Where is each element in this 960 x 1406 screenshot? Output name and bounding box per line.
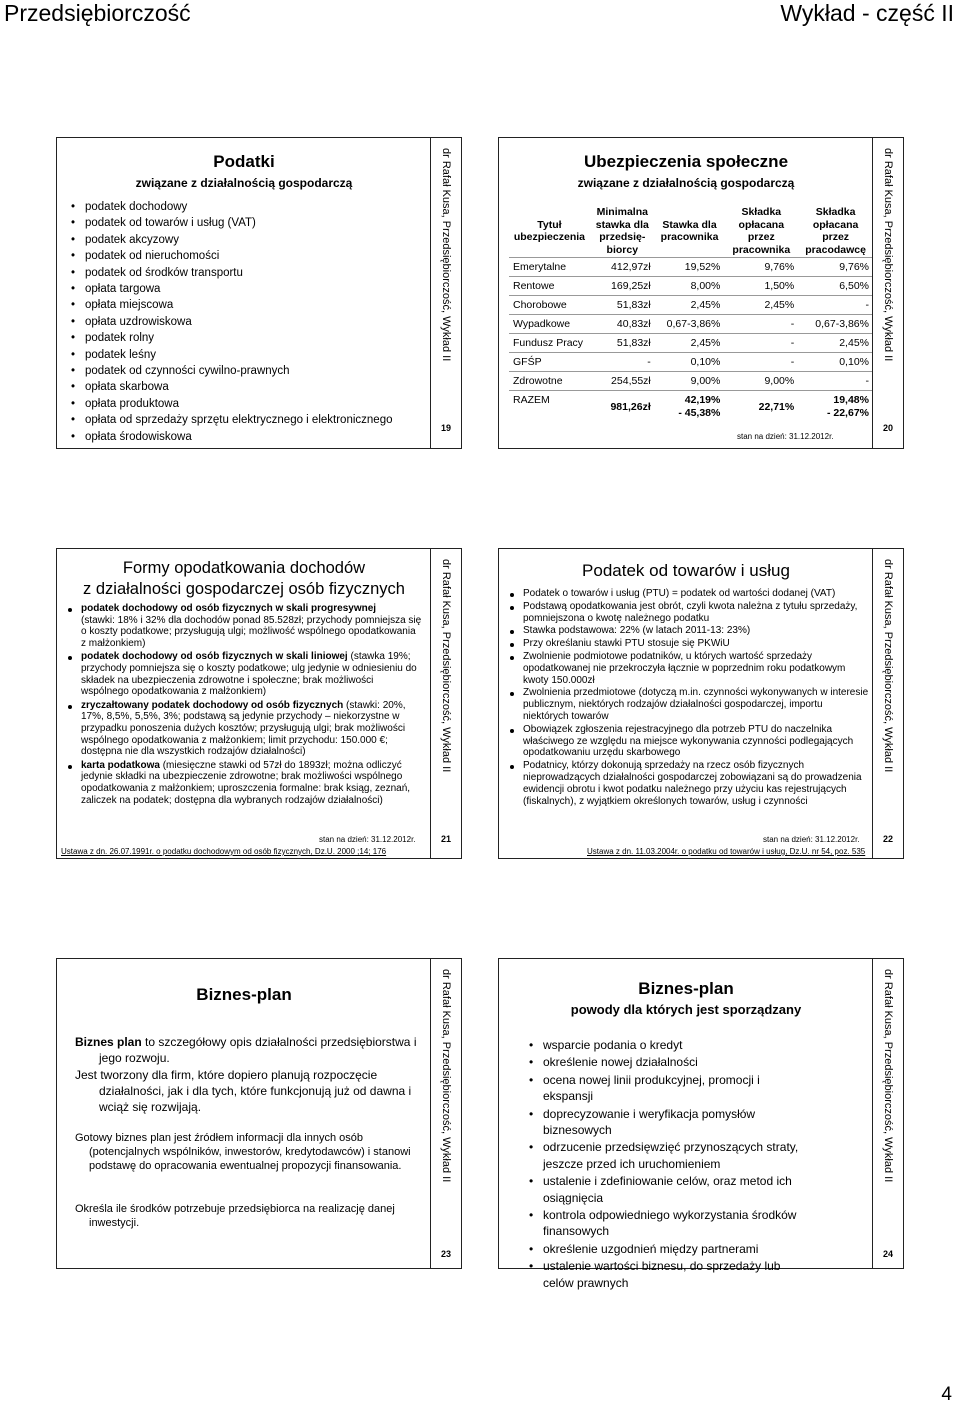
insurance-table — [509, 205, 873, 423]
list-item: • określenie nowej działalności — [527, 1054, 807, 1070]
table-cell: - — [798, 372, 873, 391]
list-item — [65, 603, 423, 649]
table-cell: - — [590, 353, 655, 372]
table-row-total — [509, 391, 873, 424]
table-cell: 51,83zł — [590, 296, 655, 315]
table-row — [509, 315, 873, 334]
table-cell: 0,10% — [655, 353, 725, 372]
header-cell: Minimalna stawka dla przedsię-biorcy — [590, 205, 655, 258]
list-item: • określenie uzgodnień między partnerami — [527, 1241, 807, 1257]
list-item: • opłata środowiskowa — [69, 429, 392, 445]
slide-title-line1: Formy opodatkowania dochodów — [122, 559, 366, 577]
item-head: zryczałtowany podatek dochodowy od osób fizycznych — [81, 699, 344, 711]
bp-para-3: Gotowy biznes plan jest źródłem informacji dla innych osób (potencjalnych wspólników, inwestorów, kredytodawców) i stanowi podstawę do opracowania ewentualnej propozycji finansowania. — [75, 1132, 411, 1172]
table-row — [509, 258, 873, 277]
author-label: dr Rafał Kusa, Przedsiębiorczość, Wykład II — [882, 148, 894, 362]
header-cell: Składka opłacana przez pracownika — [724, 205, 798, 258]
slide-number: 24 — [882, 1249, 893, 1259]
item-head: podatek dochodowy od osób fizycznych w skali liniowej — [81, 651, 348, 663]
table-cell: GFŚP — [509, 353, 590, 372]
list-item — [65, 700, 423, 758]
table-row — [509, 296, 873, 315]
author-label: dr Rafał Kusa, Przedsiębiorczość, Wykład II — [882, 969, 894, 1183]
list-item: • doprecyzowanie i weryfikacja pomysłów biznesowych — [527, 1106, 807, 1139]
sidebar — [872, 959, 903, 1268]
table-cell: 9,76% — [724, 258, 798, 277]
tax-list — [69, 199, 392, 445]
list-item: • kontrola odpowiedniego wykorzystania środków finansowych — [527, 1207, 807, 1240]
total-employee-b: - 45,38% — [678, 407, 721, 419]
table-cell: 9,76% — [798, 258, 873, 277]
slide-number: 21 — [440, 834, 451, 844]
sidebar — [430, 138, 461, 448]
sidebar — [872, 549, 903, 858]
table-cell: - — [724, 353, 798, 372]
table-cell: 9,00% — [655, 372, 725, 391]
item-body: (stawka 19%; przychody pomniejsza się o koszty podatkowe; ulg jedynie w odniesieniu do składek na ubezpieczenia zdrowotne i społeczne; brak możliwości wspólnego opodatkowania z małżonkiem) — [81, 651, 417, 698]
list-item: • podatek od nieruchomości — [69, 248, 392, 264]
sidebar — [872, 138, 903, 448]
slide-22 — [498, 548, 904, 859]
list-item: • podatek rolny — [69, 330, 392, 346]
item-body: (stawki: 20%, 17%, 8,5%, 5,5%, 3%; podstawą są jedynie przychody – niekorzystne w przypadku ponoszenia dużych kosztów; przysługują ulgi; brak możliwości wspólnego opodatkowania z małżonkiem; limit przychodu: 150.000 €; dostępna nie dla wszystkich rodzajów działalności) — [81, 699, 406, 758]
slide-title: Biznes-plan — [196, 985, 292, 1004]
slide-19 — [56, 137, 462, 449]
sidebar — [430, 959, 461, 1268]
list-item: Zwolnienie podmiotowe podatników, u których wartość sprzedaży opodatkowanej nie przekroczyła łącznie w poprzednim roku podatkowym kwoty 150.000zł — [507, 651, 869, 686]
list-item: Stawka podstawowa: 22% (w latach 2011-13: 23%) — [507, 625, 869, 637]
table-cell: 8,00% — [655, 277, 725, 296]
vat-list — [507, 588, 869, 808]
list-item: • opłata miejscowa — [69, 297, 392, 313]
date-note: stan na dzień: 31.12.2012r. — [737, 432, 834, 441]
date-note: stan na dzień: 31.12.2012r. — [319, 835, 416, 844]
list-item: • opłata uzdrowiskowa — [69, 314, 392, 330]
reasons-list — [527, 1037, 807, 1292]
slide-title: Biznes-plan — [638, 979, 734, 998]
slide-number: 22 — [882, 834, 893, 844]
slide-20 — [498, 137, 904, 449]
list-item: • podatek akcyzowy — [69, 232, 392, 248]
page-number: 4 — [941, 1384, 952, 1405]
total-employer-a: 19,48% — [833, 394, 869, 406]
list-item: • podatek od środków transportu — [69, 265, 392, 281]
list-item: Obowiązek zgłoszenia rejestracyjnego dla potrzeb PTU do naczelnika właściwego ze względu na miejsce wykonywania czynności podlegających opodatkowaniu urzędu skarbowego — [507, 724, 869, 759]
table-cell: Fundusz Pracy — [509, 334, 590, 353]
table-cell: 40,83zł — [590, 315, 655, 334]
slide-title: Podatek od towarów i usług — [582, 561, 790, 580]
list-item: Podatnicy, którzy dokonują sprzedaży na rzecz osób fizycznych nieprowadzących działalności gospodarczej zobowiązani są do prowadzenia ewidencji obrotu i kwot podatku należnego przy użyciu kas rejestrujących (fiskalnych), z wyjątkiem określonych towarów, usług i czynności — [507, 760, 869, 807]
table-cell: 0,67-3,86% — [798, 315, 873, 334]
bp-para-4: Określa ile środków potrzebuje przedsiębiorca na realizację danej inwestycji. — [75, 1203, 395, 1229]
table-cell: 6,50% — [798, 277, 873, 296]
table-cell: 412,97zł — [590, 258, 655, 277]
table-cell: Wypadkowe — [509, 315, 590, 334]
slide-title-line2: z działalności gospodarczej osób fizycznych — [83, 580, 405, 598]
bp-para-1 — [75, 1034, 439, 1066]
slide-24 — [498, 958, 904, 1290]
total-min: 981,26zł — [590, 391, 655, 424]
header-cell: Składka opłacana przez pracodawcę — [798, 205, 873, 258]
header-left: Przedsiębiorczość — [4, 0, 191, 26]
list-item: • opłata produktowa — [69, 396, 392, 412]
law-footer: Ustawa z dn. 26.07.1991r. o podatku dochodowym od osób fizycznych, Dz.U. 2000 ;14; 176 — [61, 847, 387, 856]
table-cell: 51,83zł — [590, 334, 655, 353]
list-item: • podatek od towarów i usług (VAT) — [69, 215, 392, 231]
list-item: • ustalenie i zdefiniowanie celów, oraz metod ich osiągnięcia — [527, 1173, 807, 1206]
list-item: • podatek dochodowy — [69, 199, 392, 215]
table-cell: 2,45% — [655, 334, 725, 353]
list-item: • podatek leśny — [69, 347, 392, 363]
table-cell: 9,00% — [724, 372, 798, 391]
total-label: RAZEM — [509, 391, 590, 424]
table-cell: 2,45% — [655, 296, 725, 315]
table-cell: Zdrowotne — [509, 372, 590, 391]
item-head: podatek dochodowy od osób fizycznych w skali progresywnej — [81, 603, 377, 614]
author-label: dr Rafał Kusa, Przedsiębiorczość, Wykład II — [440, 559, 452, 773]
table-cell: 0,67-3,86% — [655, 315, 725, 334]
total-employee-a: 42,19% — [684, 394, 721, 406]
header-right: Wykład - część II — [780, 0, 954, 26]
law-footer: Ustawa z dn. 11.03.2004r. o podatku od towarów i usług, Dz.U. nr 54, poz. 535 — [587, 847, 866, 856]
total-paid-employer — [798, 391, 873, 424]
bp-definition: to szczegółowy opis działalności przedsiębiorstwa i jego rozwoju. — [99, 1035, 417, 1065]
list-item: • opłata targowa — [69, 281, 392, 297]
table-cell: 0,10% — [798, 353, 873, 372]
slide-subtitle: powody dla których jest sporządzany — [570, 1002, 802, 1017]
total-employer-b: - 22,67% — [826, 407, 869, 419]
table-cell: Emerytalne — [509, 258, 590, 277]
table-cell: - — [724, 315, 798, 334]
list-item: • ustalenie wartości biznesu, do sprzedaży lub celów prawnych — [527, 1258, 807, 1291]
table-row — [509, 277, 873, 296]
list-item: Podatek o towarów i usług (PTU) = podatek od wartości dodanej (VAT) — [507, 588, 869, 600]
list-item: • odrzucenie przedsięwzięć przynoszących straty, jeszcze przed ich uruchomieniem — [527, 1139, 807, 1172]
list-item: Zwolnienia przedmiotowe (dotyczą m.in. czynności wykonywanych w interesie publicznym, niektórych rodzajów działalności gospodarczej, importu niektórych towarów — [507, 687, 869, 722]
table-row — [509, 372, 873, 391]
list-item: Przy określaniu stawki PTU stosuje się PKWiU — [507, 638, 869, 650]
table-cell: 2,45% — [798, 334, 873, 353]
total-paid-employee: 22,71% — [724, 391, 798, 424]
table-cell: - — [724, 334, 798, 353]
list-item: • opłata od sprzedaży sprzętu elektrycznego i elektronicznego — [69, 412, 392, 428]
list-item: • podatek od czynności cywilno-prawnych — [69, 363, 392, 379]
bp-term: Biznes plan — [75, 1035, 142, 1049]
table-cell: 2,45% — [724, 296, 798, 315]
list-item: • wsparcie podania o kredyt — [527, 1037, 807, 1053]
slide-title: Ubezpieczenia społeczne — [583, 152, 789, 171]
date-note: stan na dzień: 31.12.2012r. — [763, 835, 860, 844]
list-item: • opłata skarbowa — [69, 379, 392, 395]
item-body: (stawki: 18% i 32% dla dochodów ponad 85.528zł; przychody pomniejsza się o koszty podatkowe; przysługują ulgi; możliwość wspólnego opodatkowania z małżonkiem) — [81, 614, 422, 649]
slide-number: 20 — [882, 423, 893, 433]
table-cell: Rentowe — [509, 277, 590, 296]
table-row — [509, 353, 873, 372]
table-row — [509, 334, 873, 353]
table-cell: Chorobowe — [509, 296, 590, 315]
item-body: (miesięczne stawki od 57zł do 1893zł; można odliczyć jedynie składki na ubezpieczenie zdrowotne; brak możliwości wspólnego opodatkowania z małżonkiem; uproszczenia formalne: brak ksiąg, zeznań, zaliczek na podatek; dostępna dla wybranych rodzajów działalności) — [81, 759, 411, 806]
list-item — [65, 760, 423, 806]
table-cell: 169,25zł — [590, 277, 655, 296]
slide-number: 19 — [440, 423, 451, 433]
table-cell: 19,52% — [655, 258, 725, 277]
header-cell: Stawka dla pracownika — [655, 205, 725, 258]
slide-number: 23 — [440, 1249, 451, 1259]
table-cell: - — [798, 296, 873, 315]
slide-23 — [56, 958, 462, 1269]
slide-title: Podatki — [213, 152, 275, 171]
list-item — [65, 651, 423, 697]
author-label: dr Rafał Kusa, Przedsiębiorczość, Wykład II — [440, 148, 452, 362]
forms-list — [65, 603, 423, 806]
list-item: Podstawą opodatkowania jest obrót, czyli kwota należna z tytułu sprzedaży, pomniejszona o kwotę należnego podatku — [507, 601, 869, 625]
table-cell: 1,50% — [724, 277, 798, 296]
table-cell: 254,55zł — [590, 372, 655, 391]
item-head: karta podatkowa — [81, 759, 160, 771]
slide-subtitle: związane z działalnością gospodarczą — [577, 176, 795, 190]
author-label: dr Rafał Kusa, Przedsiębiorczość, Wykład II — [882, 559, 894, 773]
bp-para-2: Jest tworzony dla firm, które dopiero planują rozpoczęcie działalności, jak i dla tych, które funkcjonują już od dawna i wciąż się rozwijają. — [75, 1068, 412, 1114]
sidebar — [430, 549, 461, 858]
slide-subtitle: związane z działalnością gospodarczą — [135, 176, 353, 190]
total-employee — [655, 391, 725, 424]
list-item: • ocena nowej linii produkcyjnej, promocji i ekspansji — [527, 1072, 807, 1105]
author-label: dr Rafał Kusa, Przedsiębiorczość, Wykład II — [440, 969, 452, 1183]
header-cell: Tytuł ubezpieczenia — [509, 205, 590, 258]
slide-21 — [56, 548, 462, 859]
